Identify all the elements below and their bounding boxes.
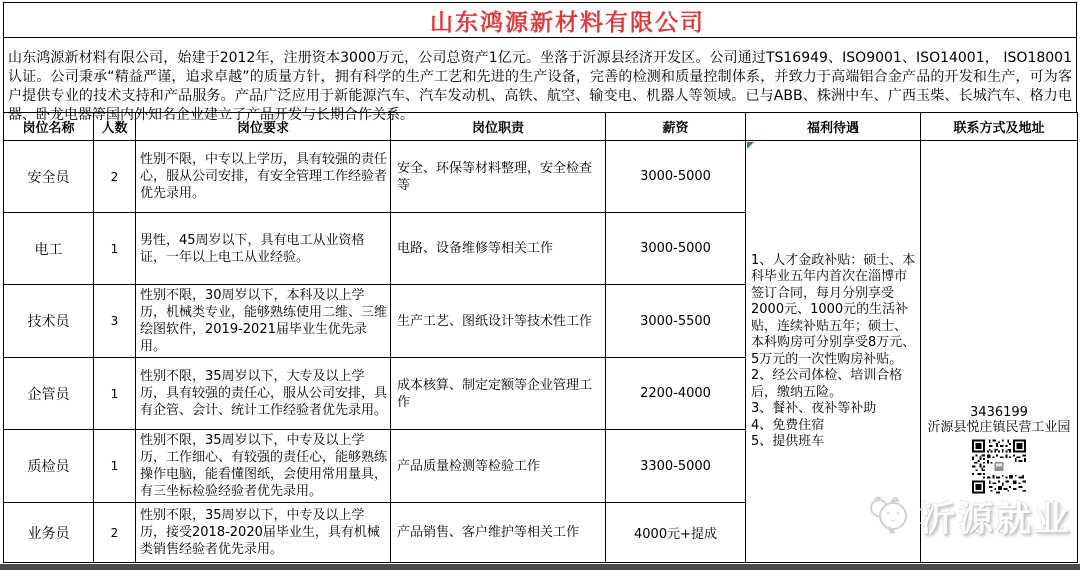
job-name: 质检员 <box>4 430 94 503</box>
contact-cell <box>921 141 1078 563</box>
job-name: 技术员 <box>4 285 94 358</box>
company-description: 山东鸿源新材料有限公司，始建于2012年，注册资本3000万元，公司总资产1亿元。坐落于沂源县经济开发区。公司通过TS16949、ISO9001、ISO14001， ISO18001认证。公司秉承“精益严谨，追求卓越”的质量方针，拥有科学的生产工艺和先进的生产设备，完善的检测和质量控制体系，并致力于高端铝合金产品的开发和生产，可为客户提供专业的技术支持和产品服务。产品广泛应用于新能源汽车、汽车发动机、高铁、航空、输变电、机器人等领域。已与ABB、株洲中车、广西玉柴、长城汽车、格力电器、卧龙电器等国内外知名企业建立了产品开发与长期合作关系。 <box>8 50 1072 123</box>
header-benefits: 福利待遇 <box>746 113 921 141</box>
job-requirements: 性别不限，35周岁以下，中专及以上学历，接受2018-2020届毕业生，具有机械类销售经验者优先录用。 <box>136 503 391 563</box>
job-requirements: 性别不限，35周岁以下，大专及以上学历，具有较强的责任心，服从公司安排，具有企管、会计、统计工作经验者优先录用。 <box>136 358 391 430</box>
job-count: 1 <box>94 358 136 430</box>
qr-code-icon <box>972 439 1026 494</box>
job-name: 电工 <box>4 213 94 285</box>
contact-block <box>921 405 1077 494</box>
company-description-box <box>3 37 1077 123</box>
bottom-bar <box>0 564 1080 570</box>
job-salary: 2200-4000 <box>606 358 746 430</box>
header-position-name: 岗位名称 <box>4 113 94 141</box>
job-duties: 电路、设备维修等相关工作 <box>391 213 606 285</box>
header-duties: 岗位职责 <box>391 113 606 141</box>
benefits-cell <box>746 141 921 563</box>
job-requirements: 男性，45周岁以下，具有电工从业资格证，一年以上电工从业经验。 <box>136 213 391 285</box>
job-duties: 安全、环保等材料整理，安全检查等 <box>391 141 606 213</box>
job-name: 安全员 <box>4 141 94 213</box>
benefit-item: 2、经公司体检、培训合格后，缴纳五险。 <box>751 368 903 400</box>
header-count: 人数 <box>94 113 136 141</box>
table-header-row <box>4 113 1078 141</box>
job-count: 1 <box>94 430 136 503</box>
contact-address: 沂源县悦庄镇民营工业园 <box>927 420 1071 435</box>
job-salary: 3300-5000 <box>606 430 746 503</box>
header-requirements: 岗位要求 <box>136 113 391 141</box>
page-title: 山东鸿源新材料有限公司 <box>430 9 705 36</box>
job-count: 1 <box>94 213 136 285</box>
job-requirements: 性别不限，30周岁以下，本科及以上学历，机械类专业，能够熟练使用二维、三维绘图软件，2019-2021届毕业生优先录用。 <box>136 285 391 358</box>
job-salary: 4000元+提成 <box>606 503 746 563</box>
cell-corner-marker <box>747 142 754 149</box>
job-requirements: 性别不限，35周岁以下，中专及以上学历，工作细心、有较强的责任心，能够熟练操作电脑，能看懂图纸，会使用常用量具，有三坐标检验经验者优先录用。 <box>136 430 391 503</box>
job-count: 2 <box>94 141 136 213</box>
contact-phone: 3436199 <box>970 405 1028 420</box>
job-duties: 生产工艺、图纸设计等技术性工作 <box>391 285 606 358</box>
job-salary: 3000-5500 <box>606 285 746 358</box>
benefit-item: 5、提供班车 <box>751 434 825 449</box>
job-duties: 成本核算、制定定额等企业管理工作 <box>391 358 606 430</box>
job-salary: 3000-5000 <box>606 141 746 213</box>
job-duties: 产品质量检测等检验工作 <box>391 430 606 503</box>
benefit-item: 1、人才金政补贴：硕士、本科毕业五年内首次在淄博市签订合同，每月分别享受2000元、1000元的生活补贴，连续补贴五年；硕士、本科购房可分别享受8万元、5万元的一次性购房补贴。 <box>751 252 916 367</box>
job-name: 业务员 <box>4 503 94 563</box>
header-salary: 薪资 <box>606 113 746 141</box>
job-name: 企管员 <box>4 358 94 430</box>
watermark-text: 沂源就业 <box>919 500 1072 540</box>
title-box <box>3 2 1077 37</box>
table-row <box>4 141 1078 213</box>
qr-code-wrap <box>921 439 1077 494</box>
header-contact: 联系方式及地址 <box>921 113 1078 141</box>
job-count: 2 <box>94 503 136 563</box>
job-count: 3 <box>94 285 136 358</box>
jobs-table <box>3 112 1078 563</box>
benefit-item: 3、餐补、夜补等补助 <box>751 401 877 416</box>
job-requirements: 性别不限，中专以上学历，具有较强的责任心，服从公司安排，有安全管理工作经验者优先录用。 <box>136 141 391 213</box>
job-salary: 3000-5000 <box>606 213 746 285</box>
job-duties: 产品销售、客户维护等相关工作 <box>391 503 606 563</box>
benefit-item: 4、免费住宿 <box>751 417 825 433</box>
